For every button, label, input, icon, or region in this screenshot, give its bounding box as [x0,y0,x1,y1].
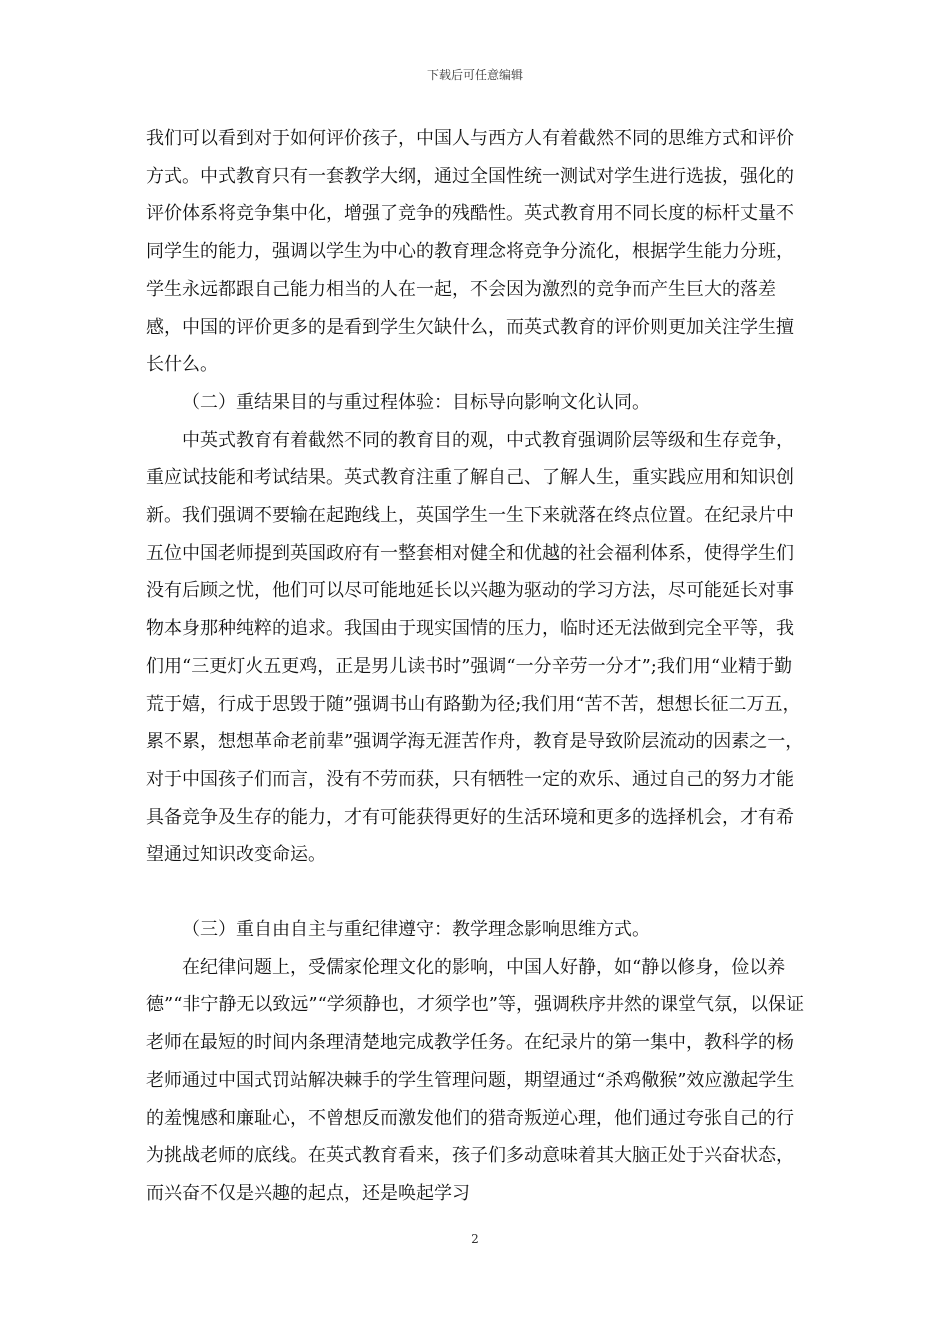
paragraph-goals: 中英式教育有着截然不同的教育目的观，中式教育强调阶层等级和生存竞争，重应试技能和考试结果。英式教育注重了解自己、了解人生，重实践应用和知识创新。我们强调不要输在起跑线上，英国学生一生下来就落在终点位置。在纪录片中五位中国老师提到英国政府有一整套相对健全和优越的社会福利体系，使得学生们没有后顾之忧，他们可以尽可能地延长以兴趣为驱动的学习方法，尽可能延长对事物本身那种纯粹的追求。我国由于现实国情的压力，临时还无法做到完全平等，我们用“三更灯火五更鸡，正是男儿读书时”强调“一分辛劳一分才”;我们用“业精于勤荒于嬉，行成于思毁于随”强调书山有路勤为径;我们用“苦不苦，想想长征二万五，累不累，想想革命老前辈”强调学海无涯苦作舟，教育是导致阶层流动的因素之一，对于中国孩子们而言，没有不劳而获，只有牺牲一定的欢乐、通过自己的努力才能具备竞争及生存的能力，才有可能获得更好的生活环境和更多的选择机会，才有希望通过知识改变命运。 [146,429,804,866]
page-number: 2 [471,1232,479,1246]
section-heading-2: （二）重结果目的与重过程体验：目标导向影响文化认同。 [182,391,650,413]
document-body [146,120,810,1213]
section-heading-3: （三）重自由自主与重纪律遵守：教学理念影响思维方式。 [182,919,650,941]
page-header: 下载后可任意编辑 [426,68,523,82]
paragraph-discipline: 在纪律问题上，受儒家伦理文化的影响，中国人好静，如“静以修身，俭以养德”“非宁静无以致远”“学须静也，才须学也”等，强调秩序井然的课堂气氛，以保证老师在最短的时间内条理清楚地完成教学任务。在纪录片的第一集中，教科学的杨老师通过中国式罚站解决棘手的学生管理问题，期望通过“杀鸡儆猴”效应激起学生的羞愧感和廉耻心，不曾想反而激发他们的猎奇叛逆心理，他们通过夸张自己的行为挑战老师的底线。在英式教育看来，孩子们多动意味着其大脑正处于兴奋状态，而兴奋不仅是兴趣的起点，还是唤起学习 [146,956,805,1204]
paragraph-spacer [146,874,810,911]
paragraph-evaluation: 我们可以看到对于如何评价孩子，中国人与西方人有着截然不同的思维方式和评价方式。中式教育只有一套教学大纲，通过全国性统一测试对学生进行选拔，强化的评价体系将竞争集中化，增强了竞争的残酷性。英式教育用不同长度的标杆丈量不同学生的能力，强调以学生为中心的教育理念将竞争分流化，根据学生能力分班，学生永远都跟自己能力相当的人在一起，不会因为激烈的竞争而产生巨大的落差感，中国的评价更多的是看到学生欠缺什么，而英式教育的评价则更加关注学生擅长什么。 [146,128,794,376]
